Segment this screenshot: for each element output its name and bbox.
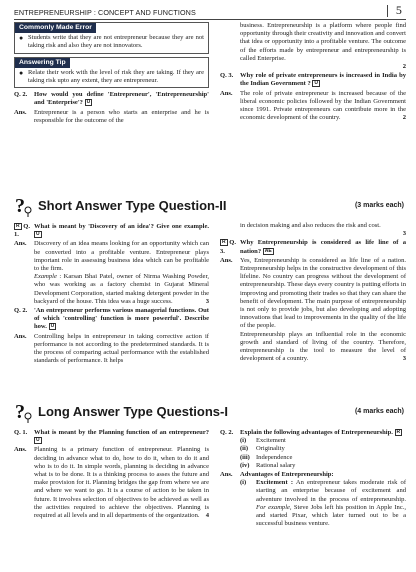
answer-label: Ans. [14,332,27,340]
list-item [220,445,406,453]
score: 2 [402,114,406,122]
question-2 [14,91,209,107]
answer-label: Ans. [14,446,27,454]
sa-question-1 [14,223,209,239]
list-item-text: Excitement [256,437,286,445]
answer-text: Planning is a primary function of entrepreneur. Planning is deciding in advance what to do, how to do it, when to do it and who is to do it. In simple words, planning is deciding in advance what is to be done. It is a thinking process to asses the future and make provision for it. Planning bridges the gap from where we are and where we want to go. It is a course of action to be taken in future. It involves selection of objectives to be achieved as well as the activities required to achieve the objectives. Planning is required at all levels and in all departments of the organization. [34,446,209,520]
advantage-text: An entrepreneur takes moderate risk of starting an enterprise because of excitement and adventure involved in the process of entrepreneurship. [256,479,407,503]
question-mark-icon [14,401,34,423]
answer-text: Discovery of an idea means looking for an opportunity which can be converted into a profitable venture. Entrepreneur plays important role in assessing business idea which can be profitable to the firm. [34,240,209,273]
answer-text: Yes, Entrepreneurship is considered as life line of a nation. Entrepreneurship helps in the constructive development of this lifeline. No country can progress without the development of entrepreneurship. These days every country is putting efforts in improving and promoting their trades so that they can share the benefit of development. The main purpose of entrepreneurship is not only to provide jobs, but also developing and adopting innovations that lead to improvements in the quality of the life of the people. [240,256,406,330]
section-heading-short-answer [14,196,406,216]
question-number: Q. 3. [220,239,236,255]
question-number: Q. 2. [14,91,28,99]
long-answer-right-column [220,428,406,528]
list-item-number: (iii) [240,453,250,461]
sa-answer-1 [14,240,209,306]
error-box-text: Students write that they are not entrepreneur because they are not taking risk and also they are not innovators. [28,34,204,50]
top-left-column [14,22,209,125]
difficulty-mark: U [86,99,91,106]
answering-tip-box [14,57,209,89]
score: 2 [402,63,406,71]
la-answer-2 [220,471,406,479]
answer-label: Ans. [220,471,233,479]
la-question-1 [14,429,209,445]
answer-label: Ans. [14,240,27,248]
question-text: How would you define 'Entrepreneur', 'Entrepreneurship' and 'Enterprise'? [34,91,209,107]
sa-answer-3 [220,257,406,364]
section-title: Short Answer Type Question-II [38,198,227,213]
answer-3 [220,90,406,123]
difficulty-mark: U [36,231,40,238]
question-number: Q. 1. [14,429,28,436]
question-text: 'An entrepreneur performs various managerial functions. Out of which 'controlling' function is more powerful'. Describe how. [34,307,209,331]
la-answer-1 [14,446,209,520]
top-right-column [220,22,406,122]
la-question-2 [220,429,406,437]
answer-label: Ans. [14,108,27,116]
answer-text: Controlling helps in entrepreneur in taking corrective action if performance is not according to the predetermined standards. It is the process of comparing actual performance with the established standards of performance. It helps [34,332,209,365]
question-text: Why Entrepreneurship is considered as life line of a nation? [240,239,406,255]
difficulty-mark: U [50,323,55,330]
sa-answer-2 [14,333,209,366]
answer-text-2: Entrepreneurship plays an influential role in the economic growth and standard of living of the country. Therefore, entrepreneurship is the tool to measure the level of development of a country. [240,330,406,363]
question-text: What is meant by the Planning function of an entrepreneur? [34,429,209,436]
svg-text:?: ? [15,401,25,423]
difficulty-mark: AE [264,247,272,254]
list-item-number: (iv) [240,461,250,469]
question-mark-icon [14,195,34,217]
sa-answer-2-continued: in decision making and also reduces the risk and cost. [240,222,381,229]
commonly-made-error-box [14,22,209,54]
bullet-icon: ● [19,34,24,43]
example-text: Steve Jobs left his position in Apple Inc., and started Pixar, which later turned out to be a successful business venture. [256,503,407,528]
difficulty-mark: U [36,437,40,444]
question-text: What is meant by 'Discovery of an idea'? Give one example. [34,223,209,230]
list-item-number: (ii) [240,445,248,453]
list-item-text: Rational salary [256,461,296,469]
list-item-number: (i) [240,479,247,487]
example-label: For example, [256,503,292,511]
sa-question-3 [220,239,406,255]
score: 3 [402,355,406,363]
difficulty-mark: U [314,80,319,87]
question-number: Q. 2. [14,307,28,315]
score: 3 [205,297,209,305]
example-text: : Karsan Bhai Patel, owner of Nirma Washing Powder, who was working as a factory chemist in Gujarat Mineral Development Corporation, started making detergent powder in the backyard of the house. This idea was a huge success. [34,273,210,305]
example-label: Example [34,273,57,281]
difficulty-mark: R [396,429,401,435]
score: 3 [402,230,406,238]
tip-box-text: Relate their work with the level of risk they are taking. If they are taking risk upto any extent, they are entrepreneur. [28,68,204,85]
list-item [220,437,406,445]
section-heading-long-answer [14,402,406,422]
section-marks: (4 marks each) [354,408,404,415]
header-divider [387,5,388,17]
section-title: Long Answer Type Questions-I [38,404,228,419]
advantage-title: Excitement : [256,479,294,487]
running-title: ENTREPRENEURSHIP : CONCEPT AND FUNCTIONS [14,8,196,17]
question-number: Q. 2. [220,429,234,436]
question-number: Q. 3. [220,72,234,80]
advantage-excitement [220,479,406,528]
tag-mark: R [16,223,20,229]
question-text: Why role of private entrepreneurs is increased in India by the Indian Government ? [240,72,406,88]
svg-text:?: ? [15,195,25,217]
answer-label: Ans. [220,89,233,97]
long-answer-left-column [14,428,209,520]
answer-label: Ans. [220,256,233,264]
section-marks: (3 marks each) [354,202,404,209]
answer-2-continued: business. Entrepreneurship is a platform where people find opportunity through their creativity and innovation and convert that idea or opportunity into a profitable venture. The outcome of the efforts made by entrepreneur and entrepreneurship is called Enterprise. [240,22,406,62]
question-3 [220,72,406,88]
list-item [220,462,406,470]
question-number: Q. 1. [14,223,30,239]
sa-question-2 [14,307,209,332]
question-text: Explain the following advantages of Entrepreneurship. [240,429,393,436]
bullet-icon: ● [19,68,24,77]
page-header [14,4,406,20]
list-item [220,454,406,462]
error-box-title: Commonly Made Error [15,23,96,33]
answer-heading: Advantages of Entrepreneurship: [240,471,334,479]
tip-box-title: Answering Tip [15,58,70,68]
page-number: 5 [395,3,402,17]
tag-mark: R [222,239,226,246]
answer-text: Entrepreneur is a person who starts an enterprise and he is responsible for the outcome of the [34,108,209,124]
list-item-text: Independence [256,453,293,461]
score: 4 [205,512,209,520]
list-item-text: Originality [256,445,285,453]
list-item-number: (i) [240,437,247,445]
answer-text: The role of private entrepreneur is increased because of the liberal economic policies followed by the Indian Government since 1991. Private entrepreneurs can contribute more in the economic development of the country. [240,89,406,122]
short-answer-left-column [14,222,209,365]
answer-2 [14,109,209,125]
short-answer-right-column [220,222,406,363]
